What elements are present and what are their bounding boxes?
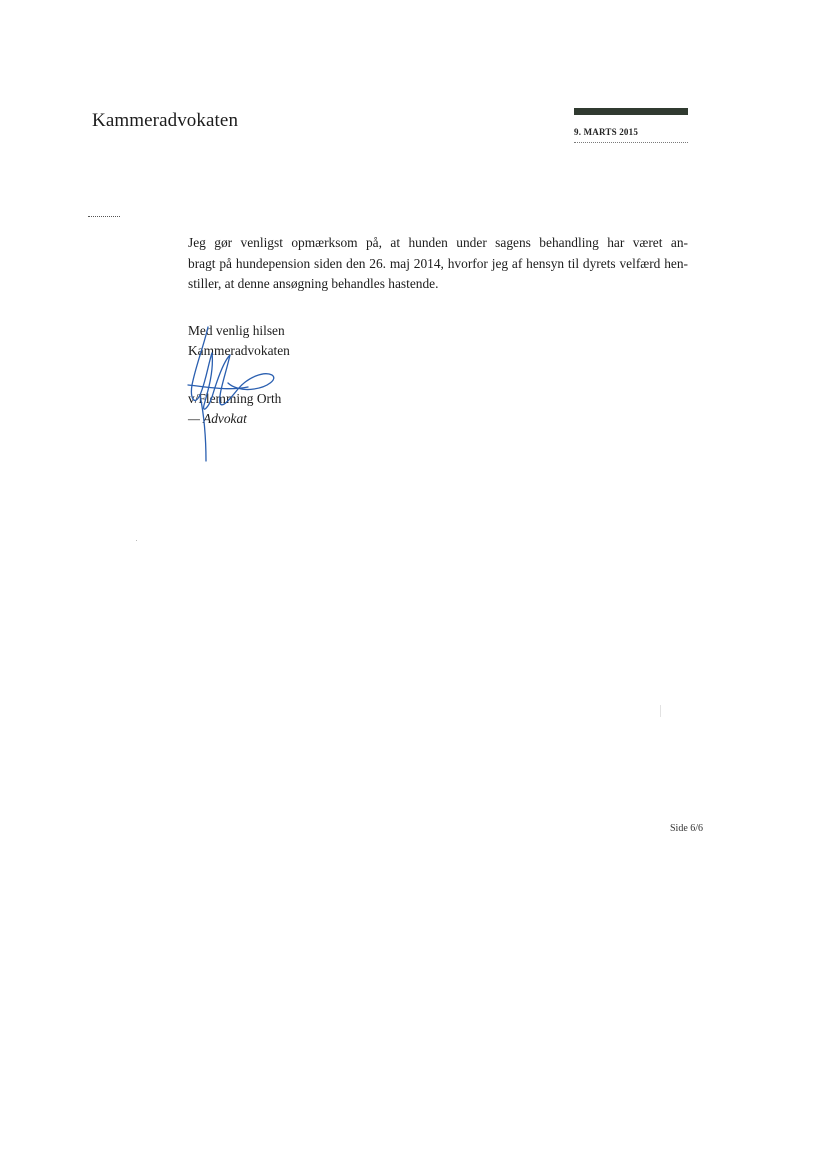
scan-speck xyxy=(136,540,137,541)
body-line-2: bragt på hundepension siden den 26. maj 2014, hvorfor jeg af hensyn til dyrets velfærd hen- xyxy=(188,255,688,271)
body-line-1: Jeg gør venligst opmærksom på, at hunden under sagens behandling har været an- xyxy=(188,235,688,250)
page-number: Side 6/6 xyxy=(670,823,704,834)
date-block xyxy=(574,108,688,143)
margin-mark xyxy=(88,216,120,217)
signer-title: — Advokat xyxy=(188,411,247,426)
closing-greeting: Med venlig hilsen xyxy=(188,323,285,338)
closing-organization: Kammeradvokaten xyxy=(188,343,290,358)
firm-name: Kammeradvokaten xyxy=(92,110,239,131)
scan-speck xyxy=(660,705,661,717)
date-bar xyxy=(574,108,688,115)
body-paragraph xyxy=(188,233,688,295)
body-line-3: stiller, at denne ansøgning behandles hastende. xyxy=(188,276,439,291)
signer-name: v/Flemming Orth xyxy=(188,391,282,406)
date-rule xyxy=(574,142,688,143)
closing-block xyxy=(188,321,290,429)
document-date: 9. MARTS 2015 xyxy=(574,127,639,137)
